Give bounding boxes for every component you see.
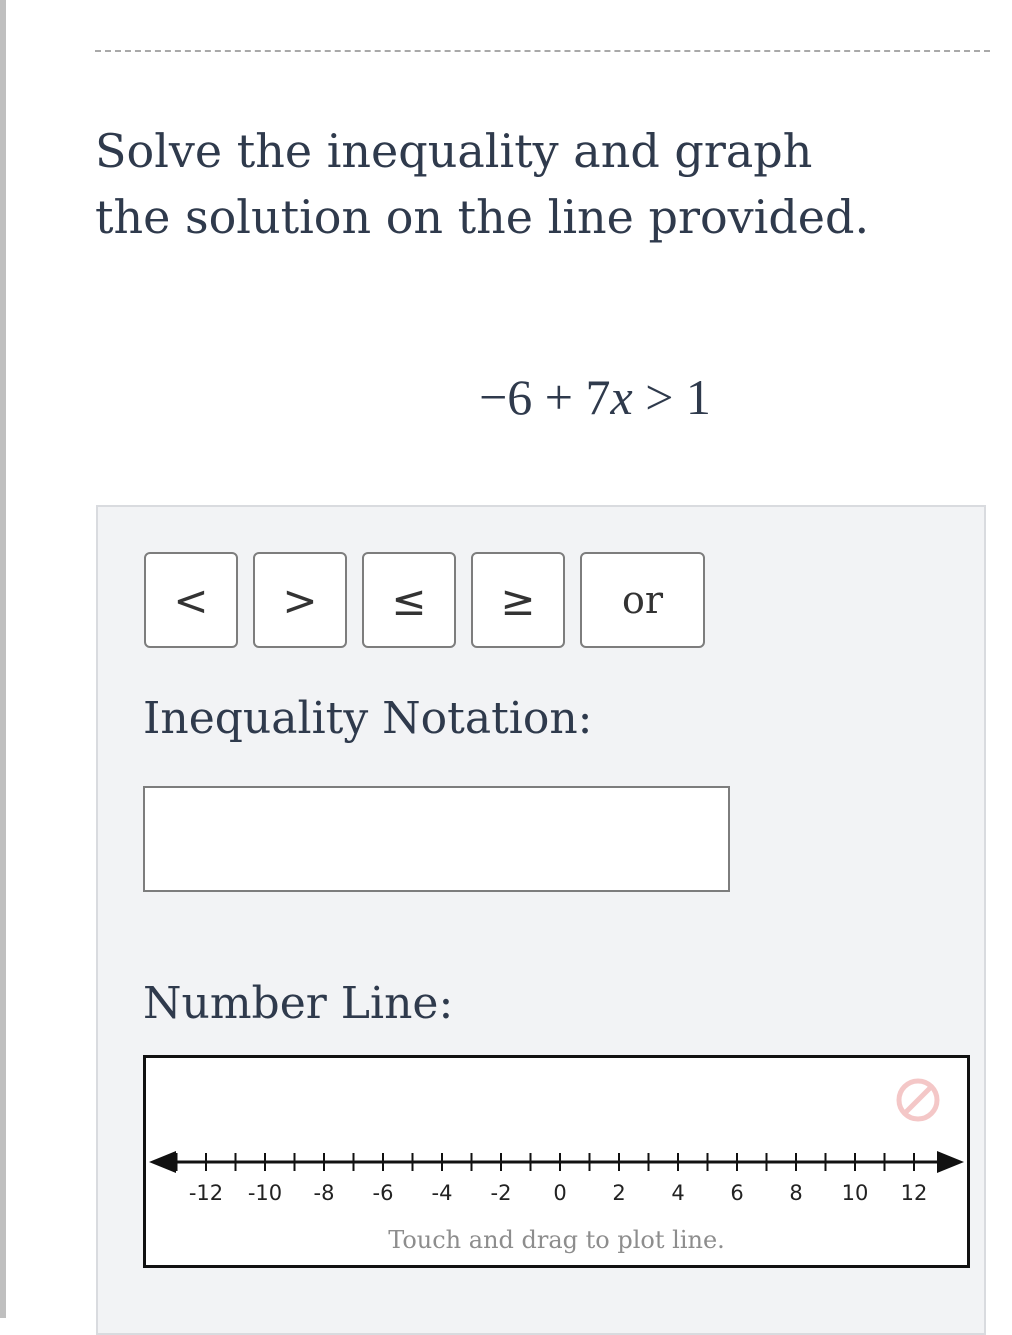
no-entry-icon[interactable] (893, 1075, 943, 1125)
right-arrow-icon (937, 1151, 964, 1173)
equation-coefficient: 7 (585, 369, 611, 425)
left-border (0, 0, 6, 1318)
inequality-notation-label: Inequality Notation: (143, 693, 593, 744)
tick-label: 10 (841, 1181, 869, 1205)
tick-label: -8 (313, 1181, 335, 1205)
number-line-widget[interactable] (143, 1055, 970, 1268)
question-prompt: Solve the inequality and graph the solution on the line provided. (95, 124, 870, 244)
tick-label: -4 (431, 1181, 453, 1205)
equation-plus: + (544, 369, 573, 425)
tick-label: -12 (188, 1181, 224, 1205)
tick-label: -2 (490, 1181, 512, 1205)
equation-rhs: 1 (685, 369, 711, 425)
tick-label: 8 (789, 1181, 803, 1205)
less-equal-button[interactable]: ≤ (362, 552, 456, 648)
tick-label: 2 (612, 1181, 626, 1205)
equation-lhs-constant: −6 (479, 369, 533, 425)
greater-equal-button[interactable]: ≥ (471, 552, 565, 648)
less-than-button[interactable]: < (144, 552, 238, 648)
number-line-hint: Touch and drag to plot line. (388, 1226, 725, 1254)
tick-label: 12 (900, 1181, 928, 1205)
tick-label: 0 (553, 1181, 567, 1205)
inequality-equation (0, 368, 1012, 426)
dashed-separator (95, 50, 990, 52)
tick-label: -10 (247, 1181, 283, 1205)
inequality-notation-input[interactable] (143, 786, 730, 892)
tick-label: 4 (671, 1181, 685, 1205)
tick-label: 6 (730, 1181, 744, 1205)
number-line-label: Number Line: (143, 978, 454, 1029)
or-button[interactable]: or (580, 552, 705, 648)
equation-relation: > (645, 369, 674, 425)
left-arrow-icon (149, 1151, 176, 1173)
equation-variable: x (610, 369, 633, 425)
tick-label: -6 (372, 1181, 394, 1205)
greater-than-button[interactable]: > (253, 552, 347, 648)
